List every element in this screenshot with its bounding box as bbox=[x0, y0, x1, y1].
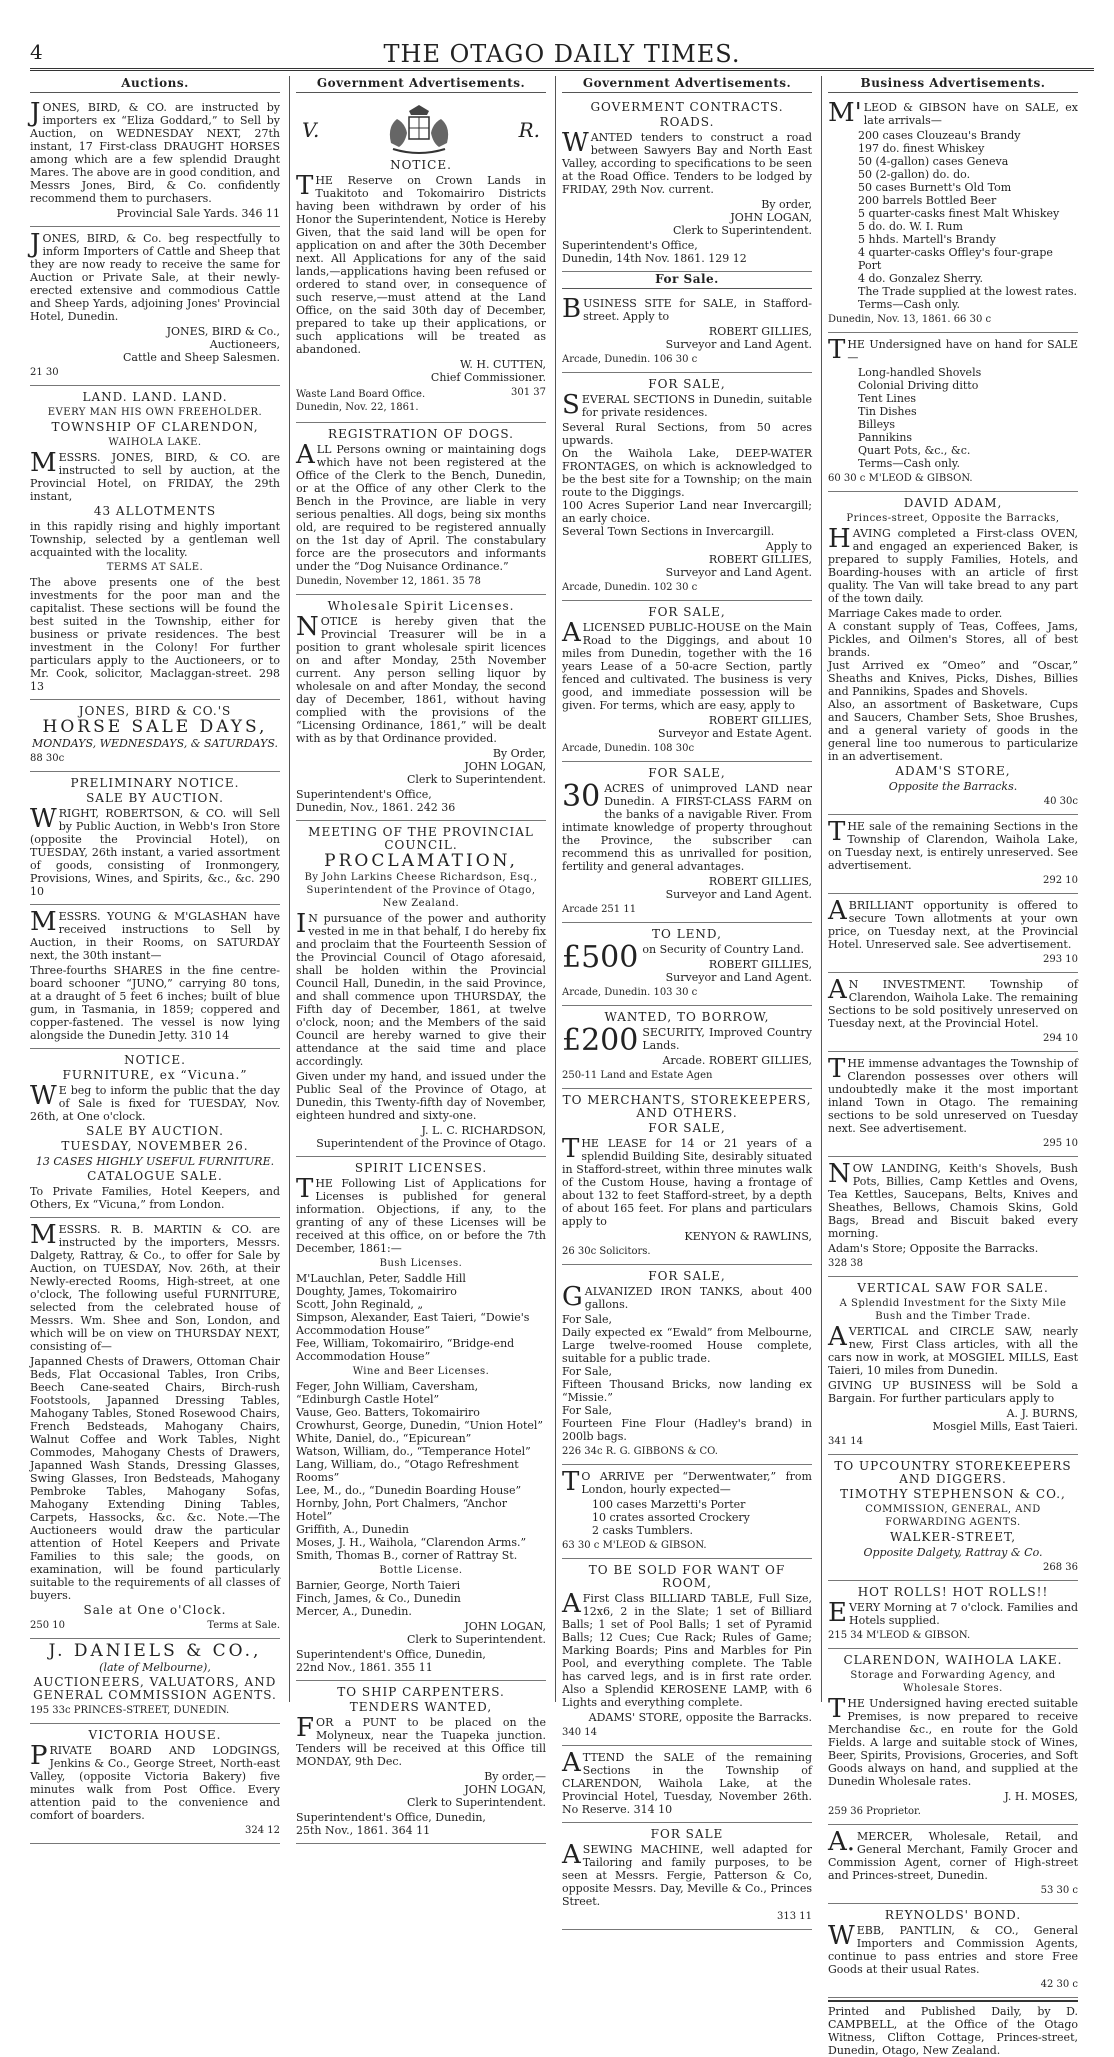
advert bbox=[828, 1455, 1078, 1581]
advert-text: TO ARRIVE per “Derwentwater,” from London, hourly expected— bbox=[562, 1467, 812, 1497]
advert-heading: JONES, BIRD & CO.'S bbox=[78, 704, 232, 718]
advert-signature: J. L. C. RICHARDSON, Superintendent of the Province of Otago. bbox=[316, 1124, 546, 1150]
advert bbox=[562, 292, 812, 373]
advert-ref: 341 14 bbox=[828, 1436, 863, 1447]
advert-ref: Arcade, Dunedin. 108 30c bbox=[562, 743, 695, 754]
advert bbox=[562, 1559, 812, 1746]
advert-text: HAVING completed a First-class OVEN, and engaged an experienced Baker, is prepared to supply Families, Hotels, and Boarding-houses with an article of first quality. The Van will take bread to any part of the town daily. bbox=[828, 524, 1078, 605]
advert-signature: KENYON & RAWLINS, bbox=[684, 1230, 812, 1243]
advert-ref: 215 34 M'LEOD & GIBSON. bbox=[828, 1630, 971, 1641]
advert-ref: 295 10 bbox=[1043, 1138, 1078, 1149]
advert-heading: TOWNSHIP OF CLARENDON, bbox=[51, 420, 259, 434]
advert-text: AVERTICAL and CIRCLE SAW, nearly new, First Class articles, with all the cars now in work, at MOSGIEL MILLS, East Taieri, 10 miles from Dunedin. bbox=[828, 1322, 1078, 1377]
advert-heading: Sale at One o'Clock. bbox=[83, 1603, 227, 1617]
advert-text: IN pursuance of the power and authority vested in me in that behalf, I do hereby fix and proclaim that the Fourteenth Session of the Provincial Council of Otago aforesaid, shall be holden within the Provincial Council Hall, Dunedin, in the said Province, and shall commence upon THURSDAY, the Fifth day of December, 1861, at twelve o'clock, noon; and the Members of the said Council are hereby warned to give their attendance at the said time and place accordingly. bbox=[296, 909, 546, 1068]
advert-subheading: Wine and Beer Licenses. bbox=[352, 1366, 490, 1377]
advert-subheading: By John Larkins Cheese Richardson, Esq., Superintendent of the Province of Otago, New Zealand. bbox=[304, 872, 538, 909]
column-header: Auctions. bbox=[30, 76, 280, 93]
advert bbox=[30, 1049, 280, 1218]
advert-italic: (late of Melbourne), bbox=[99, 1661, 211, 1674]
advert-heading: REYNOLDS' BOND. bbox=[884, 1908, 1022, 1922]
advert-signature: Adam's Store; Opposite the Barracks. bbox=[828, 1242, 1039, 1255]
advert-signature: By Order, JOHN LOGAN, Clerk to Superintendent. bbox=[406, 747, 546, 786]
advert bbox=[562, 96, 812, 272]
advert bbox=[296, 821, 546, 1157]
advert-heading: TO LEND, bbox=[652, 927, 722, 941]
advert-heading: LAND. LAND. LAND. bbox=[82, 390, 228, 404]
advert-heading: CLARENDON, WAIHOLA LAKE. bbox=[843, 1653, 1063, 1667]
advert-heading: WALKER-STREET, bbox=[889, 1530, 1017, 1544]
advert-list: Barnier, George, North Taieri Finch, James, & Co., Dunedin Mercer, A., Dunedin. bbox=[296, 1579, 461, 1618]
advert bbox=[828, 894, 1078, 973]
advert bbox=[30, 1218, 280, 1639]
advert-ref: 63 30 c M'LEOD & GIBSON. bbox=[562, 1540, 707, 1551]
advert-heading: TUESDAY, NOVEMBER 26. bbox=[61, 1139, 249, 1153]
advert-big-number: £200 bbox=[562, 1023, 639, 1058]
advert-list: M'Lauchlan, Peter, Saddle Hill Doughty, James, Tokomairiro Scott, John Reginald, „ Simpson, Alexander, East Taieri, “Dowie's Accommodation House” Fee, William, Tokomairiro, “Bridge-end Accommodation House” bbox=[296, 1272, 530, 1363]
advert bbox=[562, 762, 812, 923]
advert-signature: ADAMS' STORE, opposite the Barracks. bbox=[588, 1711, 812, 1724]
advert-signature: Provincial Sale Yards. 346 11 bbox=[116, 207, 280, 220]
advert-ref: 324 12 bbox=[245, 1825, 280, 1836]
column-divider bbox=[555, 76, 556, 1702]
advert-list: Long-handled Shovels Colonial Driving ditto Tent Lines Tin Dishes Billeys Pannikins Quart Pots, &c., &c. Terms—Cash only. bbox=[858, 366, 982, 470]
advert bbox=[562, 1265, 812, 1465]
advert-text: WRIGHT, ROBERTSON, & CO. will Sell by Public Auction, in Webb's Iron Store (opposite the Provincial Hotel), on TUESDAY, 26th instant, a varied assortment of goods, consisting of Ironmongery, Provisions, Wines, and Spirits, &c., &c. 290 10 bbox=[30, 804, 280, 898]
advert-text: MESSRS. R. B. MARTIN & CO. are instructed by the importers, Messrs. Dalgety, Rattray, & Co., to offer for Sale by Auction, on TUESDAY, Nov. 26th, at their Newly-erected Rooms, High-street, at one o'clock, The following useful FURNITURE, selected from the celebrated house of Messrs. Wm. Shee and Son, London, and which will be on view on THURSDAY NEXT, consisting of— bbox=[30, 1220, 280, 1353]
advert-text: NOW LANDING, Keith's Shovels, Bush Pots, Billies, Camp Kettles and Ovens, Tea Kettles, Saucepans, Belts, Knives and Sheathes, Bellows, Chamois Skins, Gold Bags, Bread and Biscuit baked every morning. bbox=[828, 1159, 1078, 1240]
advert-text: ASEWING MACHINE, well adapted for Tailoring and family purposes, to be seen at Messrs. Fergie, Patterson & Co, opposite Messrs. Day, Meville & Co., Princes Street. bbox=[562, 1840, 812, 1908]
advert-text: THE Undersigned having erected suitable Premises, is now prepared to receive Merchandise &c., en route for the Gold Fields. A large and suitable stock of Wines, Beer, Spirits, Provisions, Groceries, and Soft Goods always on hand, and supplied at the Dunedin Wholesale rates. bbox=[828, 1694, 1078, 1788]
advert-heading: DAVID ADAM, bbox=[903, 496, 1003, 510]
column-header: Business Advertisements. bbox=[828, 76, 1078, 93]
advert-ref: 313 11 bbox=[777, 1911, 812, 1922]
page-number: 4 bbox=[30, 40, 43, 64]
advert-heading: FOR SALE bbox=[650, 1827, 724, 1841]
advert-signature: Arcade. ROBERT GILLIES, bbox=[662, 1054, 812, 1067]
advert bbox=[562, 601, 812, 762]
advert bbox=[828, 815, 1078, 894]
advert bbox=[30, 700, 280, 772]
advert-ref: 250 10 bbox=[30, 1620, 65, 1631]
advert-heading: SALE BY AUCTION. bbox=[86, 791, 224, 805]
advert-italic: Opposite Dalgety, Rattray & Co. bbox=[863, 1546, 1043, 1559]
advert-text: THE Reserve on Crown Lands in Tuakitoto and Tokomairiro Districts having been withdrawn by order of his Honor the Superintendent, Notice is Hereby Given, that the said land will be open for application on and after the 30th December next. All Applications for any of the said lands,—applications having been refused or ordered to stand over, in consequence of such reserve,—must attend at the Land Office, on the said 30th day of December, prepared to take up their applications, or such applications will be treated as abandoned. bbox=[296, 171, 546, 356]
advert bbox=[562, 923, 812, 1006]
advert-ref: 21 30 bbox=[30, 367, 59, 378]
advert-big-number: £500 bbox=[562, 940, 639, 975]
advert-text: JONES, BIRD, & CO. are instructed by importers ex “Eliza Goddard,” to Sell by Auction, on WEDNESDAY NEXT, 27th instant, 17 First-class DRAUGHT HORSES among which are a few splendid Draught Mares. The above are in good condition, and Messrs Jones, Bird, & Co. confidently recommend them to purchasers. bbox=[30, 98, 280, 205]
advert-text: SEVERAL SECTIONS in Dunedin, suitable for private residences. bbox=[562, 390, 812, 420]
advert-heading: FOR SALE, bbox=[648, 377, 726, 391]
advert-heading: VICTORIA HOUSE. bbox=[88, 1728, 222, 1742]
advert-ref: Arcade, Dunedin. 102 30 c bbox=[562, 582, 698, 593]
advert-subheading: Storage and Forwarding Agency, and Wholesale Stores. bbox=[850, 1670, 1056, 1694]
advert-body: For Sale, Daily expected ex “Ewald” from Melbourne, Large twelve-roomed House complete, suitable for a public trade. For Sale, Fifteen Thousand Bricks, now landing ex “Missie.” For Sale, Fourteen Fine Flour (Hadley's brand) in 200lb bags. bbox=[562, 1313, 812, 1443]
advert-heading: FOR SALE, bbox=[648, 605, 726, 619]
advert-text: THE immense advantages the Township of Clarendon possesses over others will undoubtedly make it the most important inland Town in Otago. The remaining sections to be sold unreserved on Tuesday next. See advertisement. bbox=[828, 1054, 1078, 1135]
advert-subheading: WAIHOLA LAKE. bbox=[108, 437, 202, 448]
advert-signature: ROBERT GILLIES, Surveyor and Estate Agent. bbox=[658, 714, 812, 740]
advert bbox=[296, 595, 546, 821]
advert-heading: WANTED, TO BORROW, bbox=[604, 1010, 770, 1024]
advert bbox=[30, 1639, 280, 1724]
advert bbox=[562, 1746, 812, 1823]
advert-subheading: Bush Licenses. bbox=[379, 1258, 463, 1269]
column-government-2 bbox=[562, 76, 812, 1922]
column-government-1 bbox=[296, 76, 546, 1837]
advert-heading: NOTICE. bbox=[124, 1053, 186, 1067]
advert-ref: 292 10 bbox=[1043, 875, 1078, 886]
advert-heading: REGISTRATION OF DOGS. bbox=[328, 427, 514, 441]
masthead bbox=[30, 40, 1094, 74]
advert-text: GALVANIZED IRON TANKS, about 400 gallons. bbox=[562, 1282, 812, 1312]
advert bbox=[562, 1006, 812, 1089]
advert bbox=[828, 492, 1078, 815]
advert-heading: TO BE SOLD FOR WANT OF ROOM, bbox=[588, 1563, 786, 1590]
advert-text: THE Undersigned have on hand for SALE— bbox=[828, 335, 1078, 365]
advert-ref: Superintendent's Office, Dunedin, 25th Nov., 1861. 364 11 bbox=[296, 1811, 486, 1837]
advert bbox=[296, 1681, 546, 1844]
advert-heading: GOVERMENT CONTRACTS. bbox=[590, 100, 784, 114]
advert-heading: FOR SALE, bbox=[648, 1121, 726, 1135]
advert-subheading: Bottle License. bbox=[379, 1565, 463, 1576]
advert bbox=[296, 423, 546, 595]
advert-heading: TENDERS WANTED, bbox=[349, 1700, 493, 1714]
advert bbox=[828, 1052, 1078, 1157]
advert-text: AFirst Class BILLIARD TABLE, Full Size, 12x6, 2 in the Slate; 1 set of Billiard Balls; 1 set of Pool Balls; 1 set of Pyramid Balls; 12 Cues; Cue Rack; Rules of Game; Marking Boards; Pins and Marbles for Pin Pool, and everything complete. The Table has carved legs, and is in first rate order. Also a Splendid KEROSENE LAMP, with 6 Lights and everything complete. bbox=[562, 1589, 812, 1709]
advert-ref: 40 30c bbox=[1043, 796, 1078, 807]
printer-imprint: Printed and Published Daily, by D. CAMPBELL, at the Office of the Otago Witness, Clifton Cottage, Princes-street, Dunedin, Otago, New Zealand. bbox=[828, 2000, 1078, 2057]
advert bbox=[30, 905, 280, 1049]
advert-ref: Arcade, Dunedin. 106 30 c bbox=[562, 354, 698, 365]
advert-list: Feger, John William, Caversham, “Edinburgh Castle Hotel” Vause, Geo. Batters, Tokomairiro Crowhurst, George, Dunedin, “Union Hotel” White, Daniel, do., “Epicurean” Watson, William, do., “Temperance Hotel” Lang, William, do., “Otago Refreshment Rooms” Lee, M., do., “Dunedin Boarding House” Hornby, John, Port Chalmers, “Anchor Hotel” Griffith, A., Dunedin Moses, J. H., Waihola, “Clarendon Arms.” Smith, Thomas B., corner of Rattray St. bbox=[296, 1380, 544, 1562]
advert-ref: Superintendent's Office, Dunedin, 14th Nov. 1861. 129 12 bbox=[562, 239, 747, 265]
advert bbox=[828, 1904, 1078, 1998]
advert-heading: MEETING OF THE PROVINCIAL COUNCIL. bbox=[308, 825, 534, 852]
advert-ref: 26 30c Solicitors. bbox=[562, 1246, 651, 1257]
masthead-rule bbox=[30, 68, 1094, 71]
advert-text: AN INVESTMENT. Township of Clarendon, Waihola Lake. The remaining Sections to be sold positively unreserved on Tuesday next, at the Provincial Hotel. bbox=[828, 975, 1078, 1030]
advert bbox=[828, 1581, 1078, 1649]
advert-body: GIVING UP BUSINESS will be Sold a Bargain. For further particulars apply to bbox=[828, 1379, 1078, 1405]
advert-ref: 88 30c bbox=[30, 753, 65, 764]
advert bbox=[562, 1823, 812, 1930]
advert-signature: ROBERT GILLIES, Surveyor and Land Agent. bbox=[665, 875, 812, 901]
royal-cipher-v: V. bbox=[302, 117, 320, 142]
advert-ref: 250-11 Land and Estate Agen bbox=[562, 1070, 713, 1081]
column-business bbox=[828, 76, 1078, 2057]
advert-body: Several Rural Sections, from 50 acres upwards. On the Waihola Lake, DEEP-WATER FRONTAGES, on which is acknowledged to be the best site for a Township; on the main route to the Diggings. 100 Acres Superior Land near Invercargill; an early choice. Several Town Sections in Invercargill. bbox=[562, 421, 812, 538]
advert-heading: TO SHIP CARPENTERS. bbox=[337, 1685, 505, 1699]
advert-ref: Arcade 251 11 bbox=[562, 904, 637, 915]
advert-body: The above presents one of the best investments for the poor man and the capitalist. These sections will be found the best suited in the Township, either for business or private residences. The best investment in the Colony! For further particulars apply to the Auctioneers, or to Mr. Cook, solicitor, Maclaggan-street. 298 13 bbox=[30, 576, 280, 693]
advert-ref: Arcade, Dunedin. 103 30 c bbox=[562, 987, 698, 998]
advert-ref: Waste Land Board Office. Dunedin, Nov. 22, 1861. bbox=[296, 389, 426, 413]
advert-text: JONES, BIRD, & Co. beg respectfully to inform Importers of Cattle and Sheep that they are now ready to receive the same for Auction or Private Sale, at their newly-erected extensive and commodious Cattle and Sheep Yards, adjoining Jones' Provincial Hotel, Dunedin. bbox=[30, 229, 280, 323]
advert-ref: 294 10 bbox=[1043, 1033, 1078, 1044]
advert-heading: ROADS. bbox=[659, 115, 715, 129]
advert-display-heading: HORSE SALE DAYS, bbox=[42, 717, 268, 737]
advert-ref: 259 36 Proprietor. bbox=[828, 1806, 921, 1817]
advert-text: BUSINESS SITE for SALE, in Stafford-street. Apply to bbox=[562, 294, 812, 324]
advert-signature: J. H. MOSES, bbox=[1004, 1790, 1078, 1803]
advert-heading: CATALOGUE SALE. bbox=[87, 1169, 223, 1183]
advert-heading: TO MERCHANTS, STOREKEEPERS, AND OTHERS. bbox=[562, 1093, 812, 1120]
advert-text: THE LEASE for 14 or 21 years of a splendid Building Site, desirably situated in Stafford-street, within three minutes walk of the Custom House, having a frontage of about 132 to feet Stafford-street, by a depth of about 165 feet. For plans and particulars apply to bbox=[562, 1134, 812, 1228]
advert-text: PRIVATE BOARD AND LODGINGS, Jenkins & Co., George Street, North-east Valley, (opposite Victoria Bakery) five minutes walk from Post Office. Every attention paid to the convenience and comfort of boarders. bbox=[30, 1741, 280, 1822]
advert-signature: A. J. BURNS, Mosgiel Mills, East Taieri. bbox=[932, 1407, 1078, 1433]
advert-heading: SALE BY AUCTION. bbox=[86, 1124, 224, 1138]
newspaper-title: THE OTAGO DAILY TIMES. bbox=[383, 40, 741, 68]
advert-text: ALICENSED PUBLIC-HOUSE on the Main Road to the Diggings, and about 10 miles from Dunedin, together with the 16 years Lease of a 50-acre Section, partly fenced and cultivated. The business is very good, and immediate possession will be given. For terms, which are easy, apply to bbox=[562, 618, 812, 712]
advert-ref: 53 30 c bbox=[1040, 1885, 1078, 1896]
advert-heading: TIMOTHY STEPHENSON & CO., bbox=[840, 1487, 1066, 1501]
advert-heading: PRELIMINARY NOTICE. bbox=[70, 776, 240, 790]
section-header: For Sale. bbox=[562, 272, 812, 289]
advert-ref: Dunedin, November 12, 1861. 35 78 bbox=[296, 576, 481, 587]
advert-ref: 301 37 bbox=[511, 387, 546, 398]
advert-text: EVERY Morning at 7 o'clock. Families and Hotels supplied. bbox=[828, 1598, 1078, 1628]
advert-heading: FURNITURE, ex “Vicuna.” bbox=[62, 1068, 248, 1082]
advert-heading: HOT ROLLS! HOT ROLLS!! bbox=[857, 1585, 1049, 1599]
advert-signature: Apply to ROBERT GILLIES, Surveyor and Land Agent. bbox=[665, 540, 812, 579]
advert-heading: 43 ALLOTMENTS bbox=[93, 504, 217, 518]
advert-heading: Wholesale Spirit Licenses. bbox=[327, 599, 515, 613]
advert-body: To Private Families, Hotel Keepers, and Others, Ex “Vicuna,” from London. bbox=[30, 1185, 280, 1211]
advert-body: Three-fourths SHARES in the fine centre-board schooner “JUNO,” carrying 80 tons, at a draught of 5 feet 6 inches; built of blue gum, in Tasmania, in 1859; coppered and copper-fastened. The vessel is now lying alongside the Dunedin Jetty. 310 14 bbox=[30, 964, 280, 1042]
advert-signature: By order, JOHN LOGAN, Clerk to Superintendent. bbox=[672, 198, 812, 237]
advert bbox=[828, 1649, 1078, 1825]
advert-subheading: COMMISSION, GENERAL, AND FORWARDING AGENTS. bbox=[865, 1504, 1041, 1528]
advert bbox=[828, 96, 1078, 333]
column-divider bbox=[289, 76, 290, 1702]
advert bbox=[828, 333, 1078, 492]
advert-heading: NOTICE. bbox=[390, 158, 452, 172]
advert-subheading: Princes-street, Opposite the Barracks, bbox=[846, 513, 1060, 524]
advert-big-number: 30 bbox=[562, 779, 601, 814]
advert-text: THE Following List of Applications for Licenses is published for general information. Objections, if any, to the granting of any of these Licenses will be received at this office, on or before the 7th December, 1861:— bbox=[296, 1174, 546, 1255]
advert-text: THE sale of the remaining Sections in the Township of Clarendon, Waihola Lake, on Tuesday next, is entirely unreserved. See advertisement. bbox=[828, 817, 1078, 872]
advert bbox=[828, 1277, 1078, 1455]
advert bbox=[562, 1465, 812, 1559]
advert-ref: Superintendent's Office, Dunedin, Nov., 1861. 242 36 bbox=[296, 788, 456, 814]
advert-heading: AUCTIONEERS, VALUATORS, AND GENERAL COMMISSION AGENTS. bbox=[33, 1675, 277, 1702]
advert bbox=[30, 227, 280, 386]
advert-ref: 328 38 bbox=[828, 1258, 863, 1269]
advert-heading: ADAM'S STORE, bbox=[895, 764, 1011, 778]
advert-heading: FOR SALE, bbox=[648, 766, 726, 780]
advert-body: Japanned Chests of Drawers, Ottoman Chair Beds, Flat Occasional Tables, Iron Cribs, Beech Cane-seated Chairs, Birch-rush Footstools, Japanned Dressing Tables, Mahogany Tables, Stoned Rosewood Chairs, French Bedsteads, Mahogany Chairs, Walnut Coffee and Work Tables, Night Commodes, Mahogany Chests of Drawers, Japanned Wash Stands, Dressing Glasses, Swing Glasses, Iron Bedsteads, Mahogany Pembroke Tables, Mahogany Sofas, Mahogany Extending Dining Tables, Carpets, Hassocks, &c. &c. Note.—The Auctioneers would draw the particular attention of Hotel Keepers and Private Families to this sale; the goods, on examination, will be found particularly suitable to the requirements of all classes of buyers. bbox=[30, 1355, 280, 1602]
column-auctions bbox=[30, 76, 280, 1836]
advert-ref: 60 30 c M'LEOD & GIBSON. bbox=[828, 473, 973, 484]
advert-heading: TO UPCOUNTRY STOREKEEPERS AND DIGGERS. bbox=[834, 1459, 1072, 1486]
advert-text: MESSRS. JONES, BIRD, & CO. are instructed to sell by auction, at the Provincial Hotel, on FRIDAY, the 29th instant, bbox=[30, 448, 280, 503]
advert-display-heading: PROCLAMATION, bbox=[324, 851, 518, 871]
advert-body: in this rapidly rising and highly important Township, selected by a gentleman well acquainted with the locality. bbox=[30, 520, 280, 559]
advert-italic: Opposite the Barracks. bbox=[888, 780, 1018, 793]
advert-body: Marriage Cakes made to order. A constant supply of Teas, Coffees, Jams, Pickles, and Oilmen's Stores, all of best brands. Just Arrived ex “Omeo” and “Oscar,” Sheaths and Knives, Picks, Dishes, Billies and Pannikins, Spades and Shovels. Also, an assortment of Basketware, Cups and Saucers, Chamber Sets, Shoe Brushes, and a general variety of goods in the general line too numerous to particularize in an advertisement. bbox=[828, 607, 1078, 763]
advert bbox=[296, 1157, 546, 1681]
advert-text: MESSRS. YOUNG & M'GLASHAN have received instructions to Sell by Auction, in their Rooms, on SATURDAY next, the 30th instant— bbox=[30, 907, 280, 962]
advert-ref: 268 36 bbox=[1043, 1562, 1078, 1573]
advert-text: NOTICE is hereby given that the Provincial Treasurer will be in a position to grant wholesale spirit licences on and after Monday, 25th November current. Any person selling liquor by wholesale on and after Monday, the second day of December, 1861, without having complied with the provisions of the “Licensing Ordinance, 1861,” will be dealt with as by that Ordinance provided. bbox=[296, 612, 546, 745]
advert-body: Given under my hand, and issued under the Public Seal of the Province of Otago, at Dunedin, this Twenty-fifth day of November, eighteen hundred and sixty-one. bbox=[296, 1070, 546, 1122]
advert bbox=[30, 1724, 280, 1844]
advert-subheading: TERMS AT SALE. bbox=[106, 562, 204, 573]
advert-text: ATTEND the SALE of the remaining Sections in the Township of CLARENDON, Waihola Lake, at the Provincial Hotel, Tuesday, November 26th. No Reserve. 314 10 bbox=[562, 1748, 812, 1816]
advert-text: WANTED tenders to construct a road between Sawyers Bay and North East Valley, according to specifications to be seen at the Road Office. Tenders to be lodged by FRIDAY, 29th Nov. current. bbox=[562, 128, 812, 196]
advert-heading: VERTICAL SAW FOR SALE. bbox=[857, 1281, 1049, 1295]
advert-text: ABRILLIANT opportunity is offered to secure Town allotments at your own price, on Tuesday next, at the Provincial Hotel. Unreserved sale. See advertisement. bbox=[828, 896, 1078, 951]
advert-text: WEBB, PANTLIN, & CO., General Importers and Commission Agents, continue to pass entries and store Free Goods at their usual Rates. bbox=[828, 1921, 1078, 1976]
advert-heading: SPIRIT LICENSES. bbox=[354, 1161, 488, 1175]
advert-subheading: EVERY MAN HIS OWN FREEHOLDER. bbox=[47, 407, 263, 418]
advert-text: SECURITY, Improved Country Lands. bbox=[642, 1026, 812, 1052]
advert bbox=[296, 96, 546, 423]
advert-text: WE beg to inform the public that the day of Sale is fixed for TUESDAY, Nov. 26th, at One o'clock. bbox=[30, 1081, 280, 1123]
advert-ref: 195 33c PRINCES-STREET, DUNEDIN. bbox=[30, 1705, 230, 1716]
advert-ref: Superintendent's Office, Dunedin, 22nd Nov., 1861. 355 11 bbox=[296, 1648, 486, 1674]
advert-signature: ROBERT GILLIES, Surveyor and Land Agent. bbox=[665, 325, 812, 351]
advert-ref: Terms at Sale. bbox=[207, 1620, 280, 1631]
column-header: Government Advertisements. bbox=[296, 76, 546, 93]
advert bbox=[828, 1157, 1078, 1277]
advert-italic: 13 CASES HIGHLY USEFUL FURNITURE. bbox=[35, 1155, 275, 1168]
royal-cipher-r: R. bbox=[518, 117, 540, 142]
advert-signature: By order,— JOHN LOGAN, Clerk to Superintendent. bbox=[406, 1770, 546, 1809]
advert-signature: JOHN LOGAN, Clerk to Superintendent. bbox=[406, 1620, 546, 1646]
advert-italic: MONDAYS, WEDNESDAYS, & SATURDAYS. bbox=[32, 737, 278, 750]
advert bbox=[562, 1089, 812, 1265]
advert bbox=[30, 772, 280, 905]
advert-signature: JONES, BIRD & Co., Auctioneers, Cattle and Sheep Salesmen. bbox=[123, 325, 280, 364]
advert-text: ACRES of unimproved LAND near Dunedin. A FIRST-CLASS FARM on the banks of a navigable River. From intimate knowledge of property throughout the Province, the subscriber can recommend this as unrivalled for position, fertility and general advantages. bbox=[562, 782, 812, 873]
advert-text: M'LEOD & GIBSON have on SALE, ex late arrivals— bbox=[828, 98, 1078, 128]
advert-text: A.MERCER, Wholesale, Retail, and General Merchant, Family Grocer and Commission Agent, corner of High-street and Princes-street, Dunedin. bbox=[828, 1827, 1078, 1882]
column-divider bbox=[821, 76, 822, 1702]
advert bbox=[828, 1825, 1078, 1904]
advert-display-heading: J. DANIELS & CO., bbox=[48, 1641, 262, 1661]
advert-heading: FOR SALE, bbox=[648, 1269, 726, 1283]
advert-list: 100 cases Marzetti's Porter 10 crates assorted Crockery 2 casks Tumblers. bbox=[592, 1498, 750, 1537]
advert-text: on Security of Country Land. bbox=[642, 943, 805, 956]
advert bbox=[30, 96, 280, 227]
advert-ref: 42 30 c bbox=[1040, 1979, 1078, 1990]
advert-subheading: A Splendid Investment for the Sixty Mile Bush and the Timber Trade. bbox=[839, 1298, 1067, 1322]
advert-text: FOR a PUNT to be placed on the Molyneux, near the Tuapeka junction. Tenders will be received at this Office till MONDAY, 9th Dec. bbox=[296, 1713, 546, 1768]
advert-ref: 293 10 bbox=[1043, 954, 1078, 965]
column-header: Government Advertisements. bbox=[562, 76, 812, 93]
advert-signature: W. H. CUTTEN, Chief Commissioner. bbox=[430, 358, 546, 384]
advert-text: ALL Persons owning or maintaining dogs which have not been registered at the Office of the Clerk to the Bench, Dunedin, or at the Office of any other Clerk to the Bench in the Province, are liable in very serious penalties. All dogs, being six months old, are required to be registered annually on the 1st day of April. The constabulary force are the prosecutors and informants under the “Dog Nuisance Ordinance.” bbox=[296, 440, 546, 573]
advert bbox=[30, 386, 280, 700]
advert-ref: Dunedin, Nov. 13, 1861. 66 30 c bbox=[828, 314, 992, 325]
advert bbox=[828, 973, 1078, 1052]
advert-ref: 226 34c R. G. GIBBONS & CO. bbox=[562, 1446, 718, 1457]
advert bbox=[562, 373, 812, 601]
royal-coat-of-arms-icon bbox=[379, 103, 459, 157]
advert-ref: 340 14 bbox=[562, 1727, 597, 1738]
advert-list: 200 cases Clouzeau's Brandy 197 do. finest Whiskey 50 (4-gallon) cases Geneva 50 (2-gallon) do. do. 50 cases Burnett's Old Tom 200 barrels Bottled Beer 5 quarter-casks finest Malt Whiskey 5 do. do. W. I. Rum 5 hhds. Martell's Brandy 4 quarter-casks Offley's four-grape Port 4 do. Gonzalez Sherry. The Trade supplied at the lowest rates. Terms—Cash only. bbox=[858, 129, 1078, 311]
advert-signature: ROBERT GILLIES, Surveyor and Land Agent. bbox=[665, 958, 812, 984]
